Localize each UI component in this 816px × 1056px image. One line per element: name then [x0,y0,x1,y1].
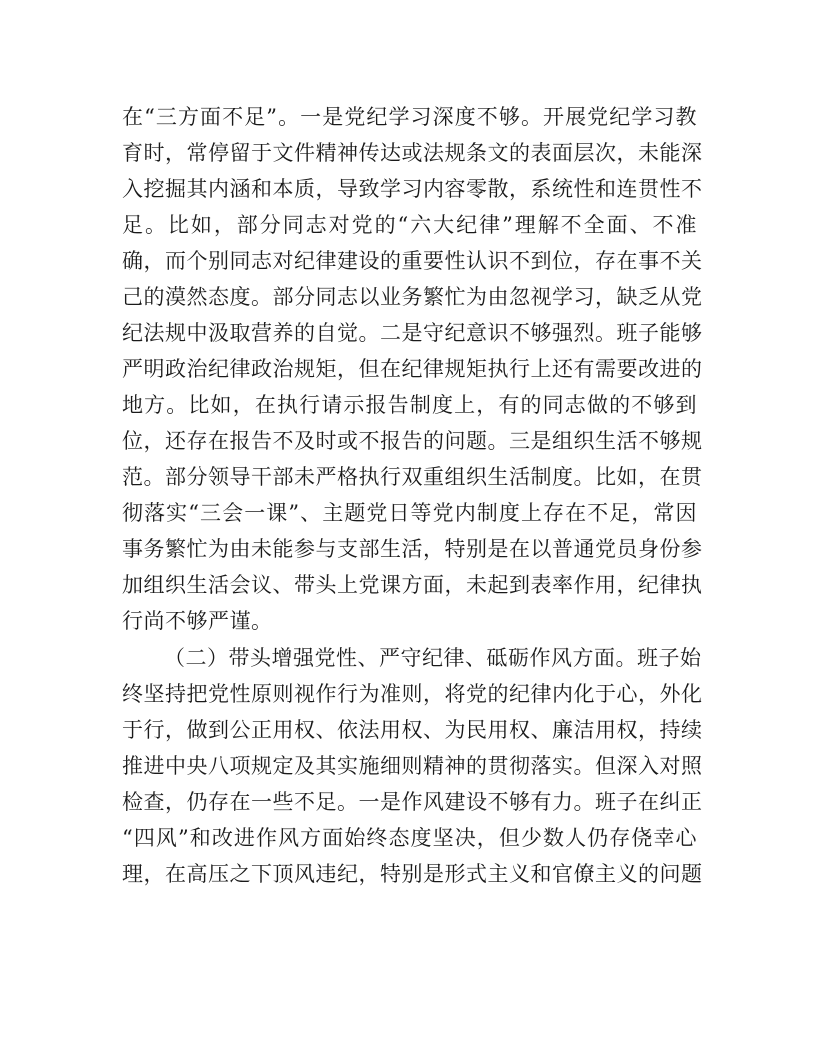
text-line: 足。比如，部分同志对党的“六大纪律”理解不全面、不准 [122,213,697,237]
text-line: 纪法规中汲取营养的自觉。二是守纪意识不够强烈。班子能够 [122,321,703,345]
text-line: 范。部分领导干部未严格执行双重组织生活制度。比如，在贯 [122,465,703,489]
text-line: 于行，做到公正用权、依法用权、为民用权、廉洁用权，持续 [122,718,703,742]
text-line: 在“三方面不足”。一是党纪学习深度不够。开展党纪学习教 [122,105,697,129]
paragraph-1 [122,99,703,639]
text-line: 检查，仍存在一些不足。一是作风建设不够有力。班子在纠正 [122,790,703,814]
text-line: 推进中央八项规定及其实施细则精神的贯彻落实。但深入对照 [122,754,703,778]
section-heading-line: （二）带头增强党性、严守纪律、砥砺作风方面。班子始 [164,646,702,670]
text-line: “四风”和改进作风方面始终态度坚决，但少数人仍存侥幸心 [122,826,697,850]
text-line: 位，还存在报告不及时或不报告的问题。三是组织生活不够规 [122,429,703,453]
text-line: 事务繁忙为由未能参与支部生活，特别是在以普通党员身份参 [122,537,703,561]
text-line: 确，而个别同志对纪律建设的重要性认识不到位，存在事不关 [122,249,703,273]
text-line: 严明政治纪律政治规矩，但在纪律规矩执行上还有需要改进的 [122,357,703,381]
paragraph-2 [122,640,703,892]
text-line: 入挖掘其内涵和本质，导致学习内容零散，系统性和连贯性不 [122,177,703,201]
text-line: 彻落实“三会一课”、主题党日等党内制度上存在不足，常因 [122,501,697,525]
text-line: 加组织生活会议、带头上党课方面，未起到表率作用，纪律执 [122,573,703,597]
text-line: 行尚不够严谨。 [122,609,273,633]
text-line: 理，在高压之下顶风违纪，特别是形式主义和官僚主义的问题 [122,862,703,886]
text-line: 地方。比如，在执行请示报告制度上，有的同志做的不够到 [122,393,697,417]
text-line: 育时，常停留于文件精神传达或法规条文的表面层次，未能深 [122,141,703,165]
text-line: 终坚持把党性原则视作行为准则，将党的纪律内化于心，外化 [122,682,703,706]
text-line: 己的漠然态度。部分同志以业务繁忙为由忽视学习，缺乏从党 [122,285,703,309]
